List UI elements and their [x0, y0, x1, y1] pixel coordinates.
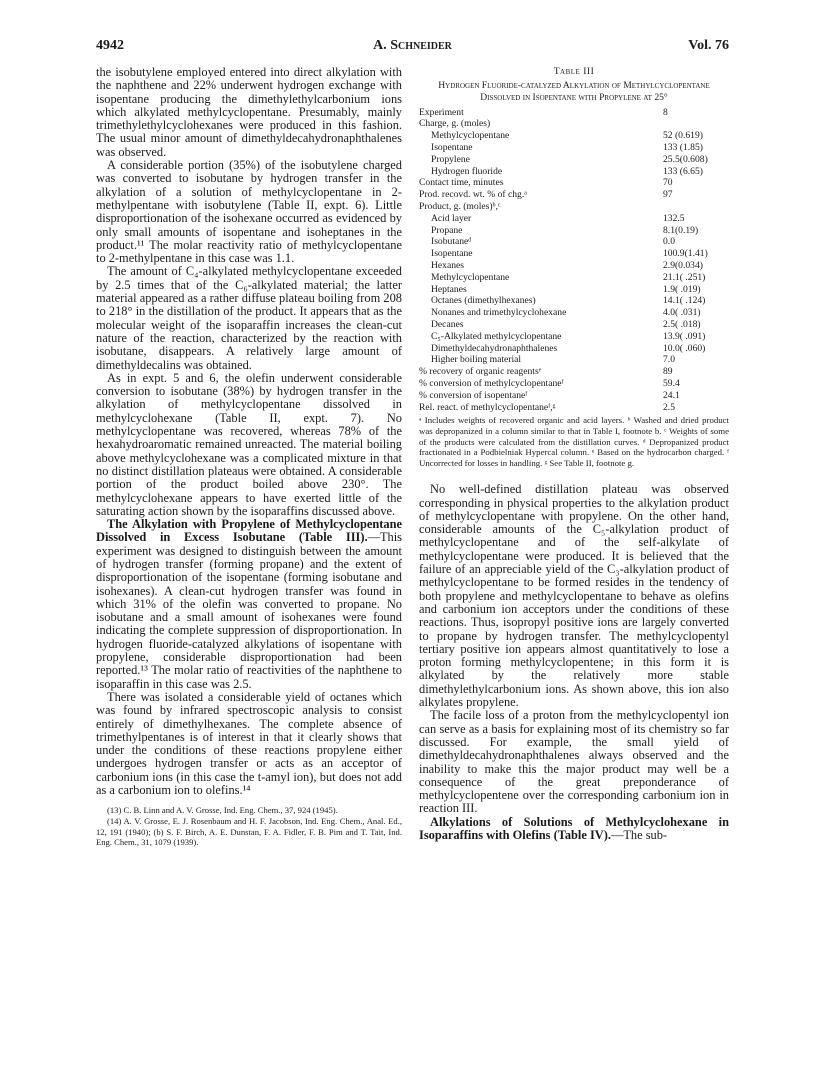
- table-row-label: Higher boiling material: [431, 354, 522, 366]
- table-row-label: Product, g. (moles)ᵇ,ᶜ: [419, 200, 501, 212]
- table-row-label: Acid layer: [431, 212, 472, 224]
- table-row-value: 25.5(0.608): [663, 153, 708, 165]
- table-row-value: 132.5: [663, 212, 685, 224]
- page-header: [96, 38, 729, 54]
- table-row: [419, 378, 729, 390]
- table-row-label: Hydrogen fluoride: [431, 165, 503, 177]
- table-row-value: 70: [663, 177, 673, 189]
- table-row-value: 24.1: [663, 389, 680, 401]
- table-row-value: 13.9( .091): [663, 330, 706, 342]
- table-row-label: Prod. recovd. wt. % of chg.ᵃ: [419, 189, 527, 201]
- table-row-label: % conversion of isopentaneᶠ: [419, 389, 528, 401]
- table-row: [419, 248, 729, 260]
- reference-13: (13) C. B. Linn and A. V. Grosse, Ind. Eng. Chem., 37, 924 (1945).: [107, 805, 338, 816]
- table-row-value: 14.1( .124): [663, 295, 706, 307]
- right-column: [419, 66, 729, 842]
- table-row: [419, 236, 729, 248]
- table-row-label: Isopentane: [431, 142, 473, 153]
- table-row: [419, 225, 729, 237]
- paragraph: the isobutylene employed entered into direct alkylation with the naphthene and 22% underwent hydrogen exchange with isopentane producing the dimethylethylcarbonium ions which alkylated methylcyclopentane. Presumably, mainly trimethylethylcyclohexanes were produced in this fashion. The usual minor amount of dimethyldecahydronaphthalenes was observed.: [96, 65, 402, 159]
- table-row: [419, 118, 729, 130]
- table-row-value: 8.1(0.19): [663, 224, 699, 236]
- table-row: [419, 260, 729, 272]
- table-row-label: % recovery of organic reagentsᵉ: [419, 366, 542, 378]
- table-row-label: Contact time, minutes: [419, 177, 504, 189]
- table-row-label: Propane: [431, 224, 463, 236]
- table-number: Table III: [553, 66, 595, 77]
- section-paragraph: [419, 816, 729, 843]
- table-row: [419, 319, 729, 331]
- table-row: [419, 366, 729, 378]
- table-row-value: 52 (0.619): [663, 130, 703, 142]
- section-heading: Alkylations of Solutions of Methylcyclohexane in Isoparaffins with Olefins (Table IV).: [419, 814, 729, 843]
- table-row-label: Propylene: [431, 153, 470, 165]
- table-row-value: 100.9(1.41): [663, 248, 708, 260]
- paragraph: The facile loss of a proton from the methylcyclopentyl ion can serve as a basis for explaining most of its chemistry so far discussed. For example, the small yield of dimethyldecahydronaphthalenes always observed and the inability to make this the major product may well be a consequence of the great preponderance of methylcyclopentene over the corresponding carbonium ion in reaction III.: [419, 708, 729, 816]
- table-title: Hydrogen Fluoride-catalyzed Alkylation of Methylcyclopentane Dissolved in Isopentane with Propylene at 25°: [438, 80, 710, 104]
- section-paragraph: [96, 518, 402, 691]
- table-row: [419, 154, 729, 166]
- table-row-value: 0.0: [663, 236, 675, 248]
- table-row-label: Heptanes: [431, 283, 467, 295]
- paragraph-body: —This experiment was designed to distinguish between the amount of hydrogen transfer (forming propane) and the extent of disproportionation of the isopentane (forming isobutane and isohexanes). A clean-cut hydrogen transfer was found in which 31% of the olefin was converted to propane. No isobutane and a small amount of isohexanes were found indicating the complete suppression of disproportionation. In hydrogen fluoride-catalyzed alkylations of isopentane with propylene, considerable disproportionation had been reported.¹³ The molar ratio of reactivities of the naphthene to isoparaffin in this case was 2.5.: [96, 530, 402, 691]
- table-row: [419, 166, 729, 178]
- table-row-value: 133 (1.85): [663, 142, 703, 153]
- table-row: [419, 201, 729, 213]
- table-row: [419, 189, 729, 201]
- table-row-label: Hexanes: [431, 259, 465, 271]
- table-row: [419, 331, 729, 343]
- table-row: [419, 295, 729, 307]
- table-row-label: C₅-Alkylated methylcyclopentane: [431, 330, 562, 342]
- table-row: [419, 307, 729, 319]
- table-row-label: Methylcyclopentane: [431, 130, 510, 142]
- paragraph: There was isolated a considerable yield of octanes which was found by infrared spectroscopic analysis to consist entirely of dimethylhexanes. The complete absence of trimethylpentanes is of interest in that it clearly shows that under the conditions of these reactions propylene either undergoes hydrogen transfer or acts as an acceptor of carbonium ions (in this case the t-amyl ion), but does not add as a carbonium ion to olefins.¹⁴: [96, 689, 402, 798]
- table-row-value: [663, 201, 729, 213]
- paragraph: As in expt. 5 and 6, the olefin underwent considerable conversion to isobutane (38%) by hydrogen transfer in the alkylation of methylcyclopentane dissolved in methylcyclohexane (Table II, expt. 7). No methylcyclopentane was recovered, whereas 78% of the hexahydroaromatic remained unreacted. The material boiling above methylcyclohexane was a complicated mixture in that no distinct distillation plateaus were obtained. A considerable portion of the product boiled above 230°. The methylcyclohexane appears to have exerted little of the saturating action shown by the isoparaffins discussed above.: [96, 370, 402, 518]
- table-row-value: 2.5( .018): [663, 318, 701, 330]
- table-row-label: Methylcyclopentane: [431, 271, 510, 283]
- left-column: [96, 66, 402, 848]
- table-row: [419, 272, 729, 284]
- table-row: [419, 213, 729, 225]
- table-row-value: [663, 118, 729, 130]
- table-row-label: Octanes (dimethylhexanes): [431, 295, 536, 307]
- paragraph-body: —The sub-: [610, 828, 668, 843]
- table-row-value: 4.0( .031): [663, 307, 701, 319]
- table-footnotes: ᵃ Includes weights of recovered organic and acid layers. ᵇ Washed and dried product was depropanized in a column similar to that in Table I, footnote b. ᶜ Weights of some of the products were calculated from the distillation curves. ᵈ Depropanized product fractionated in a Podbielniak Hypercal column. ᵉ Based on the hydrocarbon charged. ᶠ Uncorrected for losses in handling. ᵍ See Table II, footnote g.: [419, 415, 729, 468]
- table-row: [419, 390, 729, 402]
- references: [96, 805, 402, 847]
- reference-14: (14) A. V. Grosse, E. J. Rosenbaum and H. F. Jacobson, Ind. Eng. Chem., Anal. Ed., 12, 191 (1940); (b) S. F. Birch, A. E. Dunstan, F. A. Fidler, F. B. Pim and T. Tait, Ind. Eng. Chem., 31, 1079 (1939).: [96, 815, 402, 848]
- table-row: [419, 402, 729, 414]
- table-row-label: Dimethyldecahydronaphthalenes: [431, 342, 558, 354]
- table-row-label: Rel. react. of methylcyclopentaneᶠ,ᵍ: [419, 401, 556, 413]
- section-heading: The Alkylation with Propylene of Methylcyclopentane Dissolved in Excess Isobutane (Table III).: [96, 517, 402, 545]
- table-row: [419, 284, 729, 296]
- table-row-label: Charge, g. (moles): [419, 118, 491, 130]
- table-row: [419, 142, 729, 154]
- table-row-value: 7.0: [663, 354, 675, 366]
- table-row-label: Isobutaneᵈ: [431, 236, 472, 248]
- table-row: [419, 177, 729, 189]
- volume-label: Vol. 76: [688, 38, 729, 53]
- table-caption: [419, 66, 729, 105]
- page-number: 4942: [96, 38, 124, 53]
- table-row: [419, 107, 729, 119]
- table-row: [419, 130, 729, 142]
- table-row-value: 10.0( .060): [663, 342, 706, 354]
- table-row-value: 89: [663, 366, 673, 378]
- paragraph: No well-defined distillation plateau was observed corresponding in physical properties to the alkylation product of methylcyclopentane with propylene. On the other hand, considerable amounts of the C₅-alkylation product of methylcyclopentane and of the self-alkylate of methylcyclopentane were produced. It is believed that the failure of an appreciable yield of the C₃-alkylation product of methylcyclopentane to be formed resides in the tendency of both propylene and methylcyclopentane to behave as olefins and carbonium ion acceptors under the conditions of these reactions. Thus, isopropyl positive ions are largely converted to propane by hydrogen transfer. The methylcyclopentyl tertiary positive ion appears almost quantitatively to lose a proton forming methylcyclopentene; in this form it is alkylated by the relatively more stable dimethylethylcarbonium ions. As shown above, this ion also alkylates propylene.: [419, 482, 729, 710]
- table-row-value: 8: [663, 106, 668, 118]
- paragraph: The amount of C₄-alkylated methylcyclopentane exceeded by 2.5 times that of the C₆-alkylated material; the latter material appeared as a rather diffuse plateau boiling from 208 to 218° in the distillation of the product. It appears that as the molecular weight of the isoparaffin increases the clean-cut nature of the reaction, characterized by the reaction with isobutane, disappears. A relatively large amount of dimethyldecalins was obtained.: [96, 264, 402, 372]
- table-row: [419, 343, 729, 355]
- table-row-value: 59.4: [663, 377, 680, 389]
- table-row-label: Decanes: [431, 318, 464, 330]
- table-row-value: 133 (6.65): [663, 165, 703, 177]
- table-row-label: Nonanes and trimethylcyclohexane: [431, 307, 567, 319]
- running-author: A. Schneider: [373, 38, 452, 53]
- data-table: [419, 107, 729, 414]
- paragraph: A considerable portion (35%) of the isobutylene charged was converted to isobutane by hydrogen transfer in the alkylation of a solution of methylcyclopentane in 2-methylpentane with isobutylene (Table II, expt. 6). Little disproportionation of the isohexane occurred as evidenced by only small amounts of isopentane and isoheptanes in the product.¹¹ The molar reactivity ratio of methylcyclopentane to 2-methylpentane in this case was 1.1.: [96, 158, 402, 266]
- table-row-label: Experiment: [419, 106, 464, 118]
- table-row-label: % conversion of methylcyclopentaneᶠ: [419, 377, 564, 389]
- table-row-value: 97: [663, 189, 673, 201]
- table-row-value: 1.9( .019): [663, 283, 701, 295]
- table-row-value: 2.9(0.034): [663, 259, 703, 271]
- table-row-label: Isopentane: [431, 248, 473, 260]
- table-row-value: 2.5: [663, 401, 675, 413]
- table-row: [419, 354, 729, 366]
- table-row-value: 21.1( .251): [663, 271, 706, 283]
